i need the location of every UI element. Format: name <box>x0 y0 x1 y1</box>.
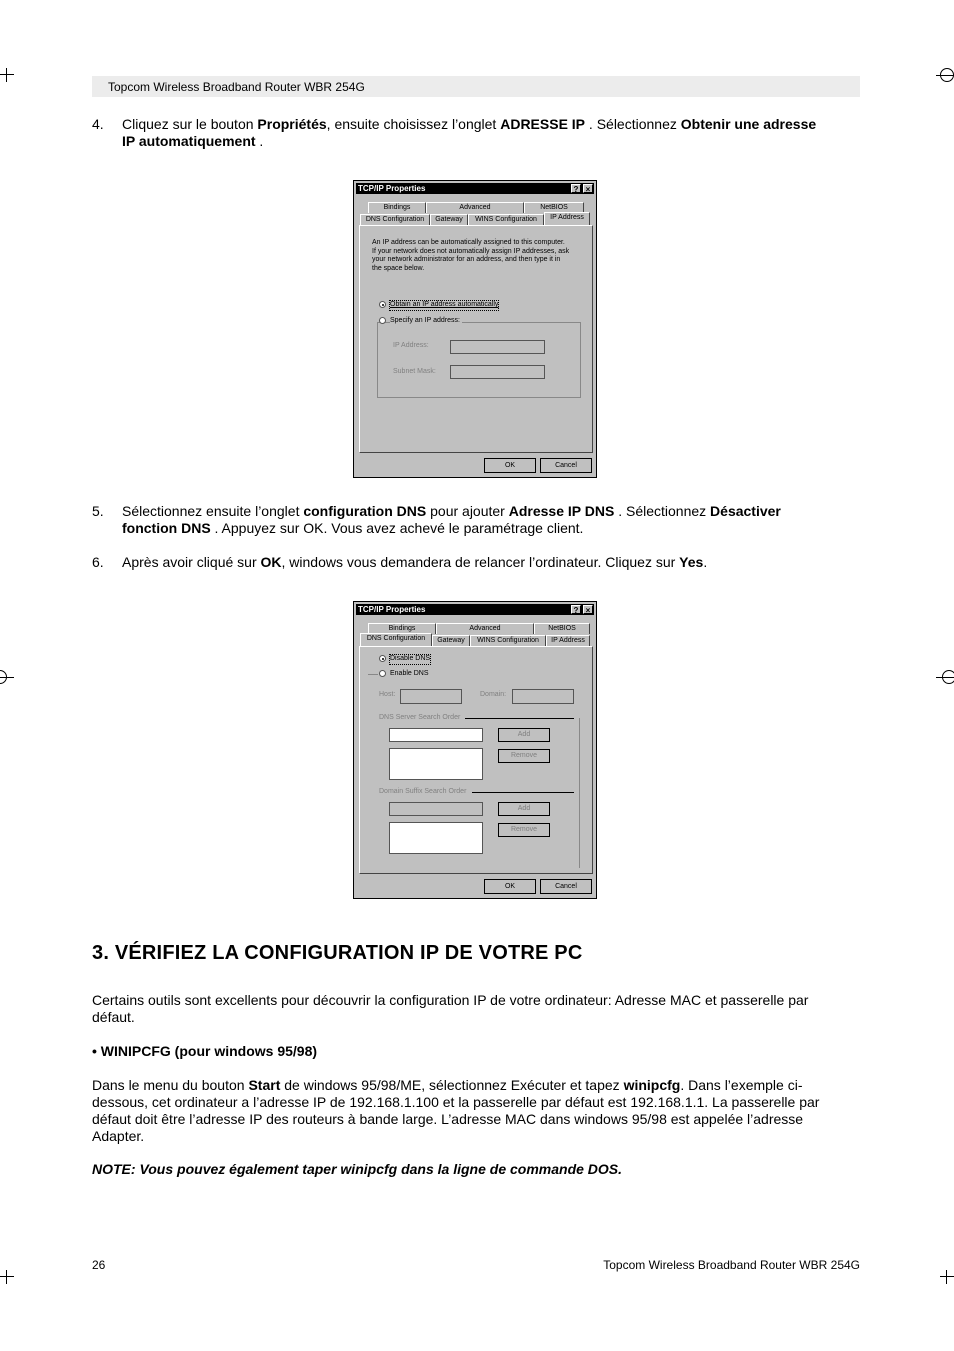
radio-disable-dns-label[interactable]: Disable DNS <box>390 655 431 662</box>
dns-order-divider <box>465 718 574 719</box>
section-intro: Certains outils sont excellents pour découvrir la configuration IP de votre ordinateur: Adresse MAC et passerelle par défaut. <box>92 992 809 1025</box>
tab-ip-address[interactable]: IP Address <box>544 212 590 225</box>
footer-title: Topcom Wireless Broadband Router WBR 254G <box>603 1258 860 1272</box>
dialog-title-bar: TCP/IP Properties ? × <box>356 183 594 194</box>
radio-obtain-ip[interactable] <box>379 301 386 308</box>
note: NOTE: Vous pouvez également taper winipcfg dans la ligne de commande DOS. <box>92 1161 623 1177</box>
cancel-button[interactable]: Cancel <box>540 879 592 894</box>
page-number: 26 <box>92 1258 106 1272</box>
tab-wins-configuration[interactable]: WINS Configuration <box>468 214 544 225</box>
tab-bindings[interactable]: Bindings <box>368 623 436 634</box>
host-field[interactable] <box>400 689 462 704</box>
close-icon[interactable]: × <box>583 605 593 614</box>
specify-ip-group <box>377 322 581 398</box>
radio-obtain-ip-label[interactable]: Obtain an IP address automatically <box>390 301 499 308</box>
step-4-text: Cliquez sur le bouton Propriétés, ensuite choisissez l’onglet ADRESSE IP . Sélectionnez Obtenir une adresse IP automatiquement . <box>122 116 817 149</box>
tcpip-properties-dialog-dns <box>353 601 597 899</box>
help-button[interactable]: ? <box>571 184 581 193</box>
step-6-number: 6. <box>92 554 104 570</box>
section-heading: 3. VÉRIFIEZ LA CONFIGURATION IP DE VOTRE PC <box>92 942 583 964</box>
cancel-button[interactable]: Cancel <box>540 458 592 473</box>
dns-server-field[interactable] <box>389 728 483 742</box>
add-suffix-button[interactable]: Add <box>498 802 550 816</box>
tab-advanced[interactable]: Advanced <box>426 202 524 213</box>
radio-specify-ip[interactable] <box>379 317 386 324</box>
winipcfg-subheading: • WINIPCFG (pour windows 95/98) <box>92 1043 318 1059</box>
tcpip-properties-dialog-ip <box>353 180 597 478</box>
ip-address-label: IP Address: <box>393 342 429 349</box>
step-5-text: Sélectionnez ensuite l’onglet configuration DNS pour ajouter Adresse IP DNS . Sélectionnez Désactiver fonction DNS . Appuyez sur OK. Vous avez achevé le paramétrage client. <box>122 503 781 536</box>
help-button[interactable]: ? <box>571 605 581 614</box>
tab-gateway[interactable]: Gateway <box>430 214 468 225</box>
dns-server-list[interactable] <box>389 748 483 780</box>
tab-panel <box>359 646 593 874</box>
tab-gateway[interactable]: Gateway <box>432 635 470 646</box>
tab-wins-configuration[interactable]: WINS Configuration <box>470 635 546 646</box>
radio-enable-dns[interactable] <box>379 670 386 677</box>
tab-netbios[interactable]: NetBIOS <box>524 202 584 213</box>
domain-field[interactable] <box>512 689 574 704</box>
dialog-title-bar: TCP/IP Properties ? × <box>356 604 594 615</box>
domain-label: Domain: <box>480 691 507 698</box>
step-6-text: Après avoir cliqué sur OK, windows vous demandera de relancer l’ordinateur. Cliquez sur Yes. <box>122 554 708 570</box>
tab-advanced[interactable]: Advanced <box>436 623 534 634</box>
tab-dns-configuration[interactable]: DNS Configuration <box>360 214 430 225</box>
suffix-order-divider <box>472 792 574 793</box>
group-right-edge <box>579 718 580 868</box>
remove-dns-button[interactable]: Remove <box>498 749 550 763</box>
enable-dns-divider <box>368 674 378 675</box>
header-title: Topcom Wireless Broadband Router WBR 254G <box>108 80 365 94</box>
tab-panel <box>359 225 593 453</box>
tab-netbios[interactable]: NetBIOS <box>534 623 590 634</box>
radio-specify-ip-label[interactable]: Specify an IP address: <box>390 317 460 324</box>
tab-bindings[interactable]: Bindings <box>368 202 426 213</box>
domain-suffix-search-order-label: Domain Suffix Search Order <box>379 788 467 795</box>
ok-button[interactable]: OK <box>484 879 536 894</box>
domain-suffix-field[interactable] <box>389 802 483 816</box>
subnet-mask-label: Subnet Mask: <box>393 368 436 375</box>
step-5-number: 5. <box>92 503 104 519</box>
close-icon[interactable]: × <box>583 184 593 193</box>
ip-description: An IP address can be automatically assigned to this computer. If your network does not automatically assign IP addresses, ask your network administrator for an address, and then type it in the space below. <box>372 239 570 272</box>
ok-button[interactable]: OK <box>484 458 536 473</box>
subnet-mask-field[interactable] <box>450 365 545 379</box>
radio-disable-dns[interactable] <box>379 655 386 662</box>
step-4-number: 4. <box>92 116 104 132</box>
winipcfg-paragraph: Dans le menu du bouton Start de windows 95/98/ME, sélectionnez Exécuter et tapez winipcfg. Dans l’exemple ci- dessous, cet ordinateur a l’adresse IP de 192.168.1.100 et la passerelle par défaut est 192.168.1.1. La passerelle par défaut doit être l’adresse IP des routeurs à bande large. L’adresse MAC dans windows 95/98 est appelée l’adresse Adapter. <box>92 1077 820 1144</box>
tab-dns-configuration[interactable]: DNS Configuration <box>360 633 432 646</box>
dns-server-search-order-label: DNS Server Search Order <box>379 714 461 721</box>
remove-suffix-button[interactable]: Remove <box>498 823 550 837</box>
add-dns-button[interactable]: Add <box>498 728 550 742</box>
host-label: Host: <box>379 691 396 698</box>
ip-address-field[interactable] <box>450 340 545 354</box>
domain-suffix-list[interactable] <box>389 822 483 854</box>
tab-ip-address[interactable]: IP Address <box>546 635 590 646</box>
radio-enable-dns-label[interactable]: Enable DNS <box>390 670 429 677</box>
